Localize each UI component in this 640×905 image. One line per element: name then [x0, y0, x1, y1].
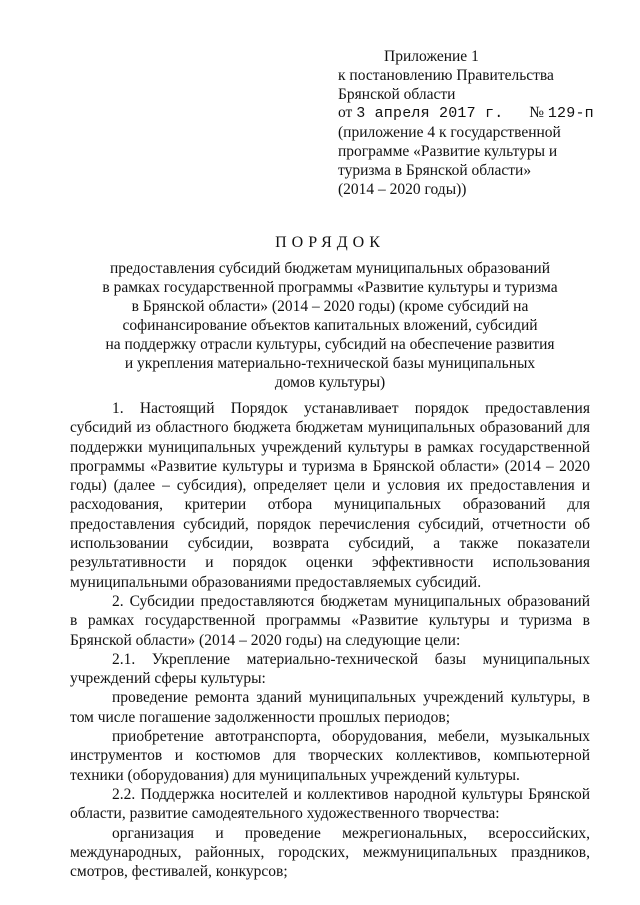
appendix-note-line3: туризма в Брянской области» [338, 161, 532, 179]
subtitle-line: в рамках государственной программы «Развитие культуры и туризма [102, 279, 558, 296]
subtitle-line: на поддержку отрасли культуры, субсидий на обеспечение развития [105, 336, 555, 353]
paragraph-2-1-item-1: проведение ремонта зданий муниципальных учреждений культуры, в том числе погашение задолженности прошлых периодов; [70, 689, 590, 726]
subtitle-line: предоставления субсидий бюджетам муниципальных образований [109, 260, 550, 277]
paragraph-2-2: 2.2. Поддержка носителей и коллективов народной культуры Брянской области, развитие самодеятельного художественного творчества: [70, 785, 590, 823]
appendix-note-line1: (приложение 4 к государственной [338, 124, 561, 142]
appendix-resolution-ref: к постановлению Правительства [338, 66, 554, 84]
subtitle-line: домов культуры) [274, 374, 386, 391]
document-body [70, 399, 590, 881]
appendix-number: Приложение 1 [384, 48, 479, 65]
appendix-region: Брянской области [338, 85, 456, 103]
paragraph-2-1-item-2: приобретение автотранспорта, оборудования, мебели, музыкальных инструментов и костюмов для творческих коллективов, компьютерной техники (оборудования) для муниципальных учреждений культуры. [70, 728, 590, 784]
paragraph-2-1: 2.1. Укрепление материально-технической базы муниципальных учреждений сферы культуры: [70, 650, 590, 688]
paragraph-1: 1. Настоящий Порядок устанавливает порядок предоставления субсидий из областного бюджета бюджетам муниципальных образований для поддержки муниципальных учреждений культуры в рамках государственной программы «Развитие культуры и туризма в Брянской области» (2014 – 2020 годы) (далее – субсидия), определяет цели и условия их предоставления и расходования, критерии отбора муниципальных образований для предоставления субсидий, порядок перечисления субсидий, отчетности об использовании субсидии, возврата субсидий, а также показатели результативности и порядок оценки эффективности использования муниципальными образованиями предоставляемых субсидий. [70, 400, 590, 591]
document-title: ПОРЯДОК [275, 234, 385, 251]
subtitle-line: в Брянской области» (2014 – 2020 годы) (кроме субсидий на [131, 298, 529, 315]
appendix-date-prefix: от [338, 104, 353, 122]
appendix-header [338, 48, 628, 199]
paragraph-2-2-item-1: организация и проведение межрегиональных, всероссийских, международных, районных, городских, межмуниципальных праздников, смотров, фестивалей, конкурсов; [70, 824, 590, 881]
appendix-note-line4: (2014 – 2020 годы)) [338, 180, 467, 198]
paragraph-2: 2. Субсидии предоставляются бюджетам муниципальных образований в рамках государственной программы «Развитие культуры и туризма в Брянской области» (2014 – 2020 годы) на следующие цели: [70, 592, 590, 649]
appendix-number-prefix: № [529, 104, 544, 122]
appendix-date-line [338, 104, 628, 124]
appendix-note-line2: программе «Развитие культуры и [338, 142, 558, 160]
appendix-doc-number: 129-п [547, 105, 594, 123]
subtitle-line: и укрепления материально-технической базы муниципальных [124, 355, 536, 372]
appendix-date: 3 апреля 2017 г. [356, 105, 504, 123]
subtitle-line: софинансирование объектов капитальных вложений, субсидий [122, 317, 538, 334]
document-subtitle [60, 259, 600, 392]
